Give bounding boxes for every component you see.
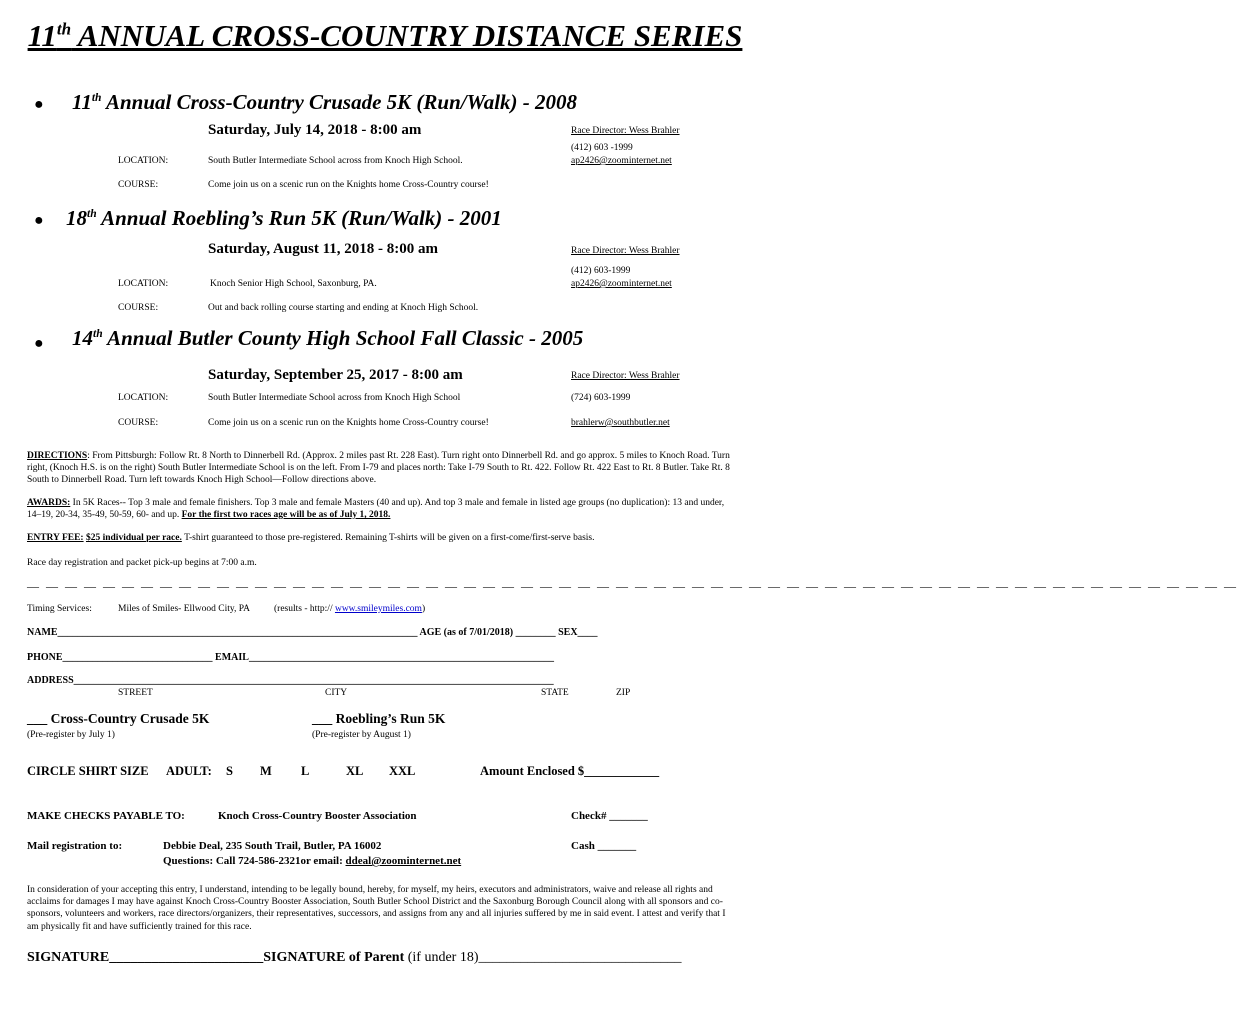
address-line[interactable]: ADDRESS________________________________________________________________________________________________	[27, 675, 554, 686]
roebling-note: (Pre-register by August 1)	[312, 730, 411, 740]
race-2-sup: th	[87, 208, 97, 220]
mail-registration-label: Mail registration to:	[27, 840, 123, 852]
race-2-location: Knoch Senior High School, Saxonburg, PA.	[210, 279, 377, 289]
race-3-heading	[72, 326, 583, 351]
awards-paragraph	[27, 497, 739, 521]
race-1-course: Come join us on a scenic run on the Knights home Cross-Country course!	[208, 180, 489, 190]
size-xxl-option[interactable]: XXL	[389, 764, 416, 778]
race-3-location: South Butler Intermediate School across from Knoch High School	[208, 393, 461, 403]
size-m-option[interactable]: M	[260, 764, 272, 778]
size-xl-option[interactable]: XL	[346, 764, 364, 778]
race-2-number: 18	[66, 206, 87, 230]
race-2-director: Race Director: Wess Brahler	[571, 246, 680, 256]
awards-label: AWARDS:	[27, 498, 71, 508]
cut-line: — — — — — — — — — — — — — — — — — — — — — — — — — — — — — — — — — — — — — — — — — — — — — — — — — — — — — — — — — — — — — — — —	[27, 579, 1238, 593]
race-3-phone: (724) 603-1999	[571, 393, 631, 403]
race-3-number: 14	[72, 326, 93, 350]
directions-text: : From Pittsburgh: Follow Rt. 8 North to Dinnerbell Rd. (Approx. 2 miles past Rt. 228 East). Turn right onto Dinnerbell Rd. and go approx. 5 miles to Knoch Road. Turn right, (Knoch H.S. is on the right) South Butler Intermediate School is on the left. From I-79 and places north: Take I-79 South to Rt. 422. Follow Rt. 422 East to Rt. 8 Butler. Take Rt. 8 South to Dinnerbell Road. Turn left towards Knoch High School—Follow directions above.	[27, 451, 730, 485]
parent-signature-note: (if under 18)	[404, 950, 479, 965]
results-prefix: (results - http://	[274, 604, 335, 614]
race-day-note: Race day registration and packet pick-up begins at 7:00 a.m.	[27, 558, 257, 568]
crusade-note: (Pre-register by July 1)	[27, 730, 115, 740]
timing-results	[274, 604, 425, 614]
race-2-location-label: LOCATION:	[118, 279, 169, 289]
race-2-course: Out and back rolling course starting and ending at Knoch High School.	[208, 303, 479, 313]
race-1-date: Saturday, July 14, 2018 - 8:00 am	[208, 122, 422, 138]
name-age-sex-line[interactable]: NAME________________________________________________________________________ AGE (as of 7/01/2018) ________ SEX____	[27, 627, 598, 638]
signature-label: SIGNATURE______________________	[27, 950, 264, 965]
entry-fee-paragraph	[27, 532, 739, 544]
parent-signature-label: SIGNATURE of Parent	[263, 950, 405, 965]
race-3-director: Race Director: Wess Brahler	[571, 371, 680, 381]
questions-text: Questions: Call 724-586-2321or email:	[163, 855, 346, 867]
race-1-course-label: COURSE:	[118, 180, 159, 190]
waiver-paragraph: In consideration of your accepting this entry, I understand, intending to be legally bound, hereby, for myself, my heirs, executors and administrators, waive and release all rights and acclaims for damages I may have against Knoch Cross-Country Booster Association, South Butler School District and the Saxonburg Borough Council along with all sponsors and co-sponsors, volunteers and workers, race directors/organizers, their representatives, successors, and assigns from any and all injuries suffered by me in said event. I attest and verify that I am physically fit and have sufficiently trained for this race.	[27, 885, 726, 932]
race-1-number: 11	[72, 90, 92, 114]
race-3-name: Annual Butler County High School Fall Classic - 2005	[102, 326, 584, 350]
awards-emph: For the first two races age will be as of July 1, 2018.	[181, 510, 391, 520]
race-1-sup: th	[91, 92, 102, 104]
signature-line[interactable]	[27, 950, 682, 966]
race-1-location-label: LOCATION:	[118, 156, 169, 166]
race-2-heading	[66, 206, 502, 231]
race-1-name: Annual Cross-Country Crusade 5K (Run/Walk) - 2008	[101, 90, 578, 114]
street-label: STREET	[118, 688, 153, 698]
race-2-course-label: COURSE:	[118, 303, 159, 313]
bullet-icon: ●	[34, 335, 44, 352]
race-3-sup: th	[93, 328, 103, 340]
questions-line	[163, 855, 461, 867]
zip-label: ZIP	[616, 688, 631, 698]
title-sup: th	[56, 19, 72, 39]
race-2-phone: (412) 603-1999	[571, 266, 631, 276]
race-2-name: Annual Roebling’s Run 5K (Run/Walk) - 2001	[96, 206, 502, 230]
page-title	[0, 18, 770, 54]
size-l-option[interactable]: L	[301, 764, 310, 778]
title-number: 11	[27, 18, 57, 53]
parent-signature-field[interactable]: _____________________________	[478, 950, 682, 965]
race-1-phone: (412) 603 -1999	[571, 143, 633, 153]
title-text: ANNUAL CROSS-COUNTRY DISTANCE SERIES	[71, 18, 743, 53]
timing-label: Timing Services:	[27, 604, 92, 614]
awards-text: In 5K Races-- Top 3 male and female finishers. Top 3 male and female Masters (40 and up). And top 3 male and female in listed age groups (no duplication): 13 and under, 14–19, 20-34, 35-49, 50-59, 60- and up.	[27, 498, 725, 520]
race-3-location-label: LOCATION:	[118, 393, 169, 403]
checks-payable-label: MAKE CHECKS PAYABLE TO:	[27, 810, 185, 822]
race-1-location: South Butler Intermediate School across from Knoch High School.	[208, 156, 463, 166]
results-suffix: )	[421, 604, 426, 614]
timing-provider: Miles of Smiles- Ellwood City, PA	[118, 604, 251, 614]
crusade-checkbox-line[interactable]: ___ Cross-Country Crusade 5K	[27, 711, 210, 726]
adult-label: ADULT:	[166, 764, 212, 778]
phone-email-line[interactable]: PHONE______________________________ EMAIL_____________________________________________________________	[27, 652, 554, 663]
size-s-option[interactable]: S	[226, 764, 233, 778]
bullet-icon: ●	[34, 212, 44, 229]
entry-fee-amount: $25 individual per race.	[85, 533, 182, 543]
directions-paragraph	[27, 450, 739, 486]
results-link[interactable]: www.smileymiles.com	[334, 604, 422, 614]
race-3-date: Saturday, September 25, 2017 - 8:00 am	[208, 367, 463, 383]
race-2-email-link[interactable]: ap2426@zoominternet.net	[571, 279, 672, 289]
race-3-course: Come join us on a scenic run on the Knights home Cross-Country course!	[208, 418, 489, 428]
race-1-director: Race Director: Wess Brahler	[571, 126, 680, 136]
bullet-icon: ●	[34, 96, 44, 113]
mail-address: Debbie Deal, 235 South Trail, Butler, PA 16002	[163, 840, 382, 852]
race-3-email-link[interactable]: brahlerw@southbutler.net	[571, 418, 670, 428]
race-1-email-link[interactable]: ap2426@zoominternet.net	[571, 156, 672, 166]
checks-payable-to: Knoch Cross-Country Booster Association	[218, 810, 417, 822]
check-number-field[interactable]: Check# _______	[571, 810, 648, 822]
race-1-heading	[72, 90, 577, 115]
race-2-date: Saturday, August 11, 2018 - 8:00 am	[208, 241, 439, 257]
entry-fee-text: T-shirt guaranteed to those pre-registered. Remaining T-shirts will be given on a first-come/first-serve basis.	[181, 533, 595, 543]
roebling-checkbox-line[interactable]: ___ Roebling’s Run 5K	[312, 711, 446, 726]
cash-field[interactable]: Cash _______	[571, 840, 637, 852]
race-3-course-label: COURSE:	[118, 418, 159, 428]
directions-label: DIRECTIONS	[27, 451, 88, 461]
amount-enclosed-field[interactable]: Amount Enclosed $____________	[480, 764, 660, 778]
city-label: CITY	[325, 688, 348, 698]
shirt-size-label: CIRCLE SHIRT SIZE	[27, 764, 149, 778]
state-label: STATE	[541, 688, 569, 698]
questions-email-link[interactable]: ddeal@zoominternet.net	[345, 855, 462, 867]
entry-fee-label: ENTRY FEE:	[27, 533, 84, 543]
